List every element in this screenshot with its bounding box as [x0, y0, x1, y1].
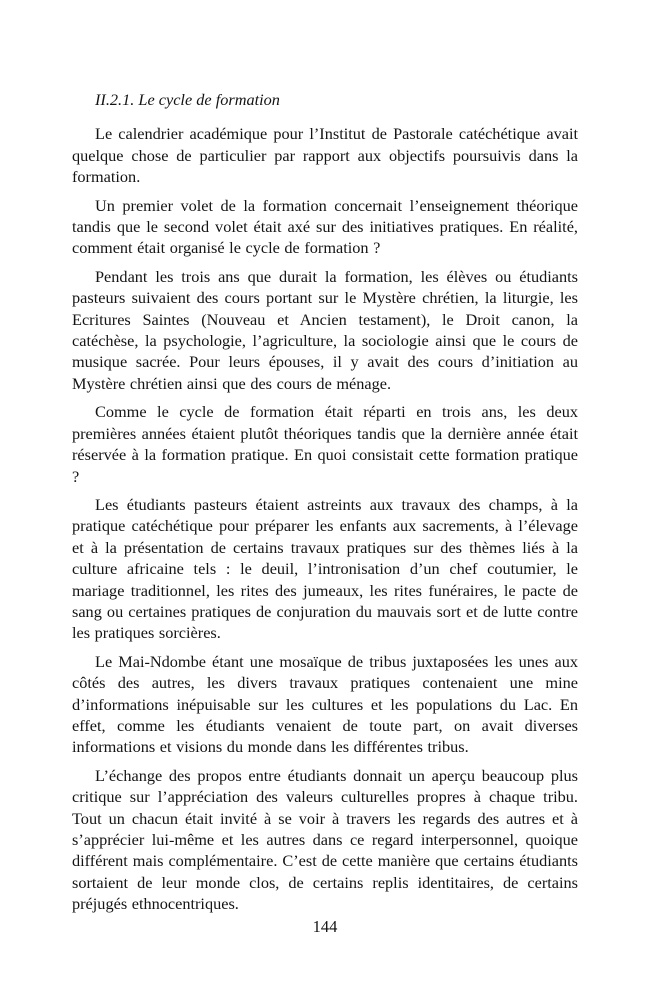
paragraph-6: Le Mai-Ndombe étant une mosaïque de tribus juxtaposées les unes aux côtés des autres, les divers travaux pratiques contenaient une mine d’informations inépuisable sur les cultures et les populations du Lac. En effet, comme les étudiants venaient de toute part, on avait diverses informations et visions du monde dans les différentes tribus. [72, 651, 578, 757]
text-block [72, 89, 578, 922]
paragraph-4: Comme le cycle de formation était réparti en trois ans, les deux premières années étaient plutôt théoriques tandis que la dernière année était réservée à la formation pratique. En quoi consistait cette formation pratique ? [72, 402, 578, 486]
page-number: 144 [312, 917, 338, 936]
paragraph-5: Les étudiants pasteurs étaient astreints aux travaux des champs, à la pratique catéchétique pour préparer les enfants aux sacrements, à l’élevage et à la présentation de certains travaux pratiques sur des thèmes liés à la culture africaine tels : le deuil, l’intronisation d’un chef coutumier, le mariage traditionnel, les rites des jumeaux, les rites funéraires, le pacte de sang ou certaines pratiques de conjuration du mauvais sort et de lutte contre les pratiques sorcières. [72, 494, 578, 643]
paragraph-3: Pendant les trois ans que durait la formation, les élèves ou étudiants pasteurs suivaient des cours portant sur le Mystère chrétien, la liturgie, les Ecritures Saintes (Nouveau et Ancien testament), le Droit canon, la catéchèse, la psychologie, l’agriculture, la sociologie ainsi que le cours de musique sacrée. Pour leurs épouses, il y avait des cours d’initiation au Mystère chrétien ainsi que des cours de ménage. [72, 266, 578, 393]
section-heading: II.2.1. Le cycle de formation [95, 90, 280, 109]
paragraph-1: Le calendrier académique pour l’Institut de Pastorale catéchétique avait quelque chose de particulier par rapport aux objectifs poursuivis dans la formation. [72, 124, 578, 187]
paragraph-7: L’échange des propos entre étudiants donnait un aperçu beaucoup plus critique sur l’appréciation des valeurs culturelles propres à chaque tribu. Tout un chacun était invité à se voir à travers les regards des autres et à s’apprécier lui-même et les autres dans ce regard interpersonnel, quoique différent mais complémentaire. C’est de cette manière que certains étudiants sortaient de leur monde clos, de certains replis identitaires, de certains préjugés ethnocentriques. [72, 765, 578, 914]
paragraph-2: Un premier volet de la formation concernait l’enseignement théorique tandis que le second volet était axé sur des initiatives pratiques. En réalité, comment était organisé le cycle de formation ? [72, 195, 578, 258]
